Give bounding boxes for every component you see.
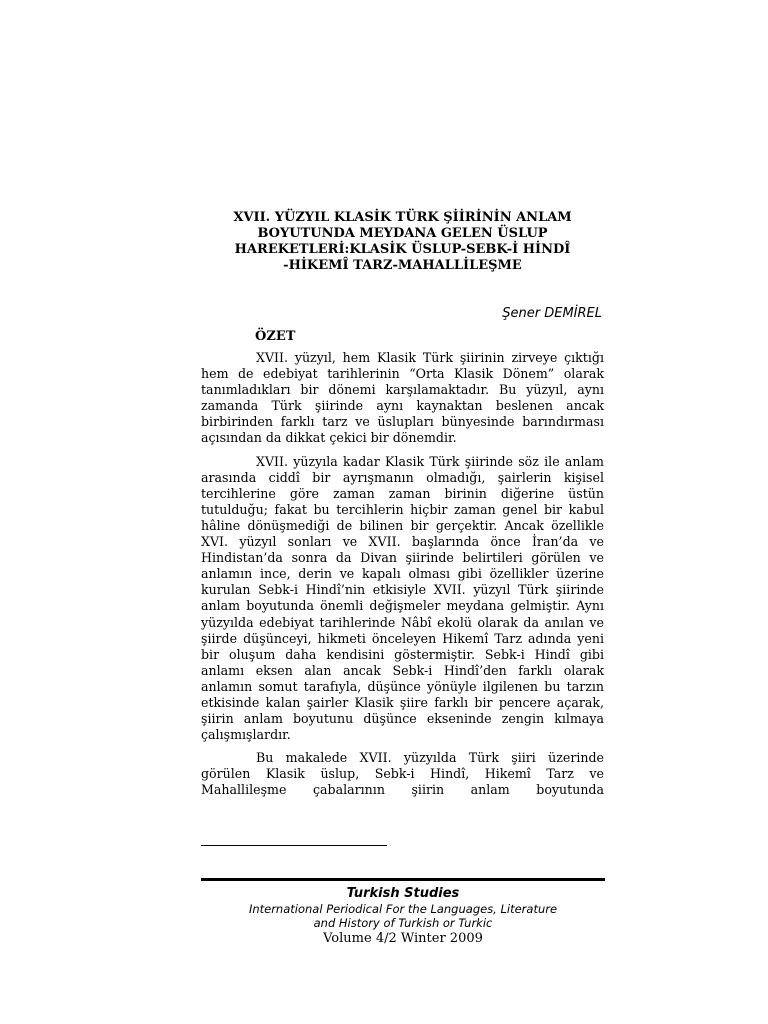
author-name: Şener DEMİREL xyxy=(502,306,602,321)
title-line: BOYUTUNDA MEYDANA GELEN ÜSLUP xyxy=(257,226,548,241)
article-title xyxy=(200,210,605,274)
abstract-body xyxy=(201,350,604,806)
footnote-separator xyxy=(201,845,387,846)
journal-subtitle: and History of Turkish or Turkic xyxy=(313,916,493,930)
abstract-paragraph: XVII. yüzyıla kadar Klasik Türk şiirinde söz ile anlam arasında ciddî bir ayrışmanın olmadığı, şairlerin kişisel tercihlerine göre zaman zaman birinin diğerine üstün tutulduğu; fakat bu tercihlerin hiçbir zaman genel bir kabul hâline dönüşmediği de bilinen bir gerçektir. Ancak özellikle XVI. yüzyıl sonları ve XVII. başlarında önce İran’da ve Hindistan’da sonra da Divan şiirinde belirtileri görülen ve anlamın ince, derin ve kapalı olması gibi özellikler üzerine kurulan Sebk-i Hindî’nin etkisiyle XVII. yüzyıl Türk şiirinde anlam boyutunda önemli değişmeler meydana gelmiştir. Aynı yüzyılda edebiyat tarihlerinde Nâbî ekolü olarak da anılan ve şiirde düşünceyi, hikmeti önceleyen Hikemî Tarz adında yeni bir oluşum daha kendisini göstermiştir. Sebk-i Hindî gibi anlamı eksen alan ancak Sebk-i Hindî’den farklı olarak anlamın somut tarafıyla, düşünce yönüyle ilgilenen bu tarzın etkisinde kalan şairler Klasik şiire farklı bir pencere açarak, şiirin anlam boyutunu düşünce ekseninde zengin kılmaya çalışmışlardır. xyxy=(201,453,604,743)
title-line: XVII. YÜZYIL KLASİK TÜRK ŞİİRİNİN ANLAM xyxy=(233,210,572,225)
journal-footer xyxy=(201,885,605,947)
abstract-heading: ÖZET xyxy=(255,329,296,344)
journal-subtitle: International Periodical For the Languages, Literature xyxy=(248,902,558,916)
abstract-paragraph: Bu makalede XVII. yüzyılda Türk şiiri üzerinde görülen Klasik üslup, Sebk-i Hindî, Hikemî Tarz ve Mahallileşme çabalarının şiirin anlam boyutunda xyxy=(201,750,604,798)
title-line: -HİKEMÎ TARZ-MAHALLİLEŞME xyxy=(283,258,522,273)
journal-title: Turkish Studies xyxy=(346,886,460,901)
abstract-paragraph: XVII. yüzyıl, hem Klasik Türk şiirinin zirveye çıktığı hem de edebiyat tarihlerinin “Orta Klasik Dönem” olarak tanımladıkları bir dönemi karşılamaktadır. Bu yüzyıl, aynı zamanda Türk şiirinde aynı kaynaktan beslenen ancak birbirinden farklı tarz ve üslupları bünyesinde barındırması açısından da dikkat çekici bir dönemdir. xyxy=(201,350,604,446)
journal-volume: Volume 4/2 Winter 2009 xyxy=(323,931,483,946)
footer-rule xyxy=(201,878,605,881)
title-line: HAREKETLERİ:KLASİK ÜSLUP-SEBK-İ HİNDÎ xyxy=(234,242,571,257)
